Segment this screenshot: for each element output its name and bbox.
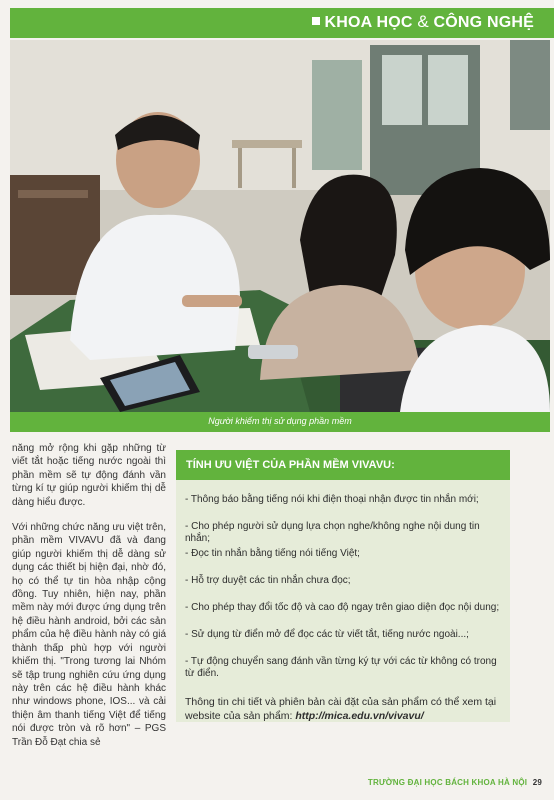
- list-item: - Thông báo bằng tiếng nói khi điện thoại nhận được tin nhắn mới;: [185, 494, 479, 505]
- list-item: - Cho phép người sử dụng lựa chọn nghe/không nghe nội dung tin nhắn;: [185, 521, 480, 544]
- article-photo: [10, 40, 550, 412]
- list-item: - Cho phép thay đổi tốc độ và cao độ ngay trên giao diện đọc nội dung;: [185, 602, 500, 613]
- product-website-link[interactable]: http://mica.edu.vn/vivavu/: [295, 710, 424, 722]
- list-item: - Hỗ trợ duyệt các tin nhắn chưa đọc;: [185, 575, 351, 586]
- page-footer: [368, 778, 542, 787]
- info-text: Thông tin chi tiết và phiên bản cài đặt của sản phẩm có thể xem tại website của sản phẩm:: [185, 696, 497, 722]
- feature-box-info: [185, 695, 509, 723]
- article-paragraph: năng mở rộng khi gặp những từ viết tắt hoặc tiếng nước ngoài thì phần mềm sẽ tự động đánh vần từng kí tự giúp người khiếm thị dễ dàng hiểu được.: [12, 443, 166, 508]
- list-item: - Đọc tin nhắn bằng tiếng nói tiếng Việt;: [185, 548, 360, 559]
- section-header-band: [10, 8, 554, 38]
- feature-box: [176, 450, 510, 722]
- page-number: 29: [532, 778, 542, 787]
- feature-list: [185, 494, 507, 683]
- list-item: - Sử dụng từ điển mở để đọc các từ viết tắt, tiếng nước ngoài...;: [185, 629, 469, 640]
- photo-caption-bar: [10, 412, 550, 432]
- photo-caption: Người khiếm thị sử dụng phần mềm: [208, 416, 352, 426]
- section-title-part-2: CÔNG NGHỆ: [433, 14, 534, 31]
- feature-box-header: [176, 450, 510, 480]
- article-left-column: [12, 442, 166, 761]
- square-bullet-icon: [312, 17, 320, 25]
- section-title: [312, 12, 534, 32]
- section-title-ampersand: &: [417, 12, 429, 31]
- list-item: - Tự động chuyển sang đánh vần từng ký tự với các từ không có trong từ điển.: [185, 656, 497, 679]
- article-paragraph: Với những chức năng ưu việt trên, phần mềm VIVAVU đã và đang giúp người khiếm thị dễ dàng sử dụng các thiết bị hiện đại, nhờ đó, họ có thể tự tin hòa nhập cộng đồng. Tuy nhiên, hiện nay, phần mềm này mới được ứng dụng trên hệ điều hành android, bởi các sản phẩm của hệ điều hành này có giá thành thấp phù hợp với người khiếm thị. "Trong tương lai Nhóm sẽ tập trung nghiên cứu ứng dụng này trên các hệ điều hành khác như windows phone, IOS... và cải thiện âm thanh tiếng Việt để tiếng nói được tròn và rõ hơn" – PGS Trần Đỗ Đạt chia sẻ: [12, 522, 166, 748]
- feature-box-title: TÍNH ƯU VIỆT CỦA PHẦN MỀM VIVAVU:: [186, 459, 395, 471]
- section-title-part-1: KHOA HỌC: [324, 14, 413, 31]
- publisher-name: TRƯỜNG ĐẠI HỌC BÁCH KHOA HÀ NỘI: [367, 778, 528, 787]
